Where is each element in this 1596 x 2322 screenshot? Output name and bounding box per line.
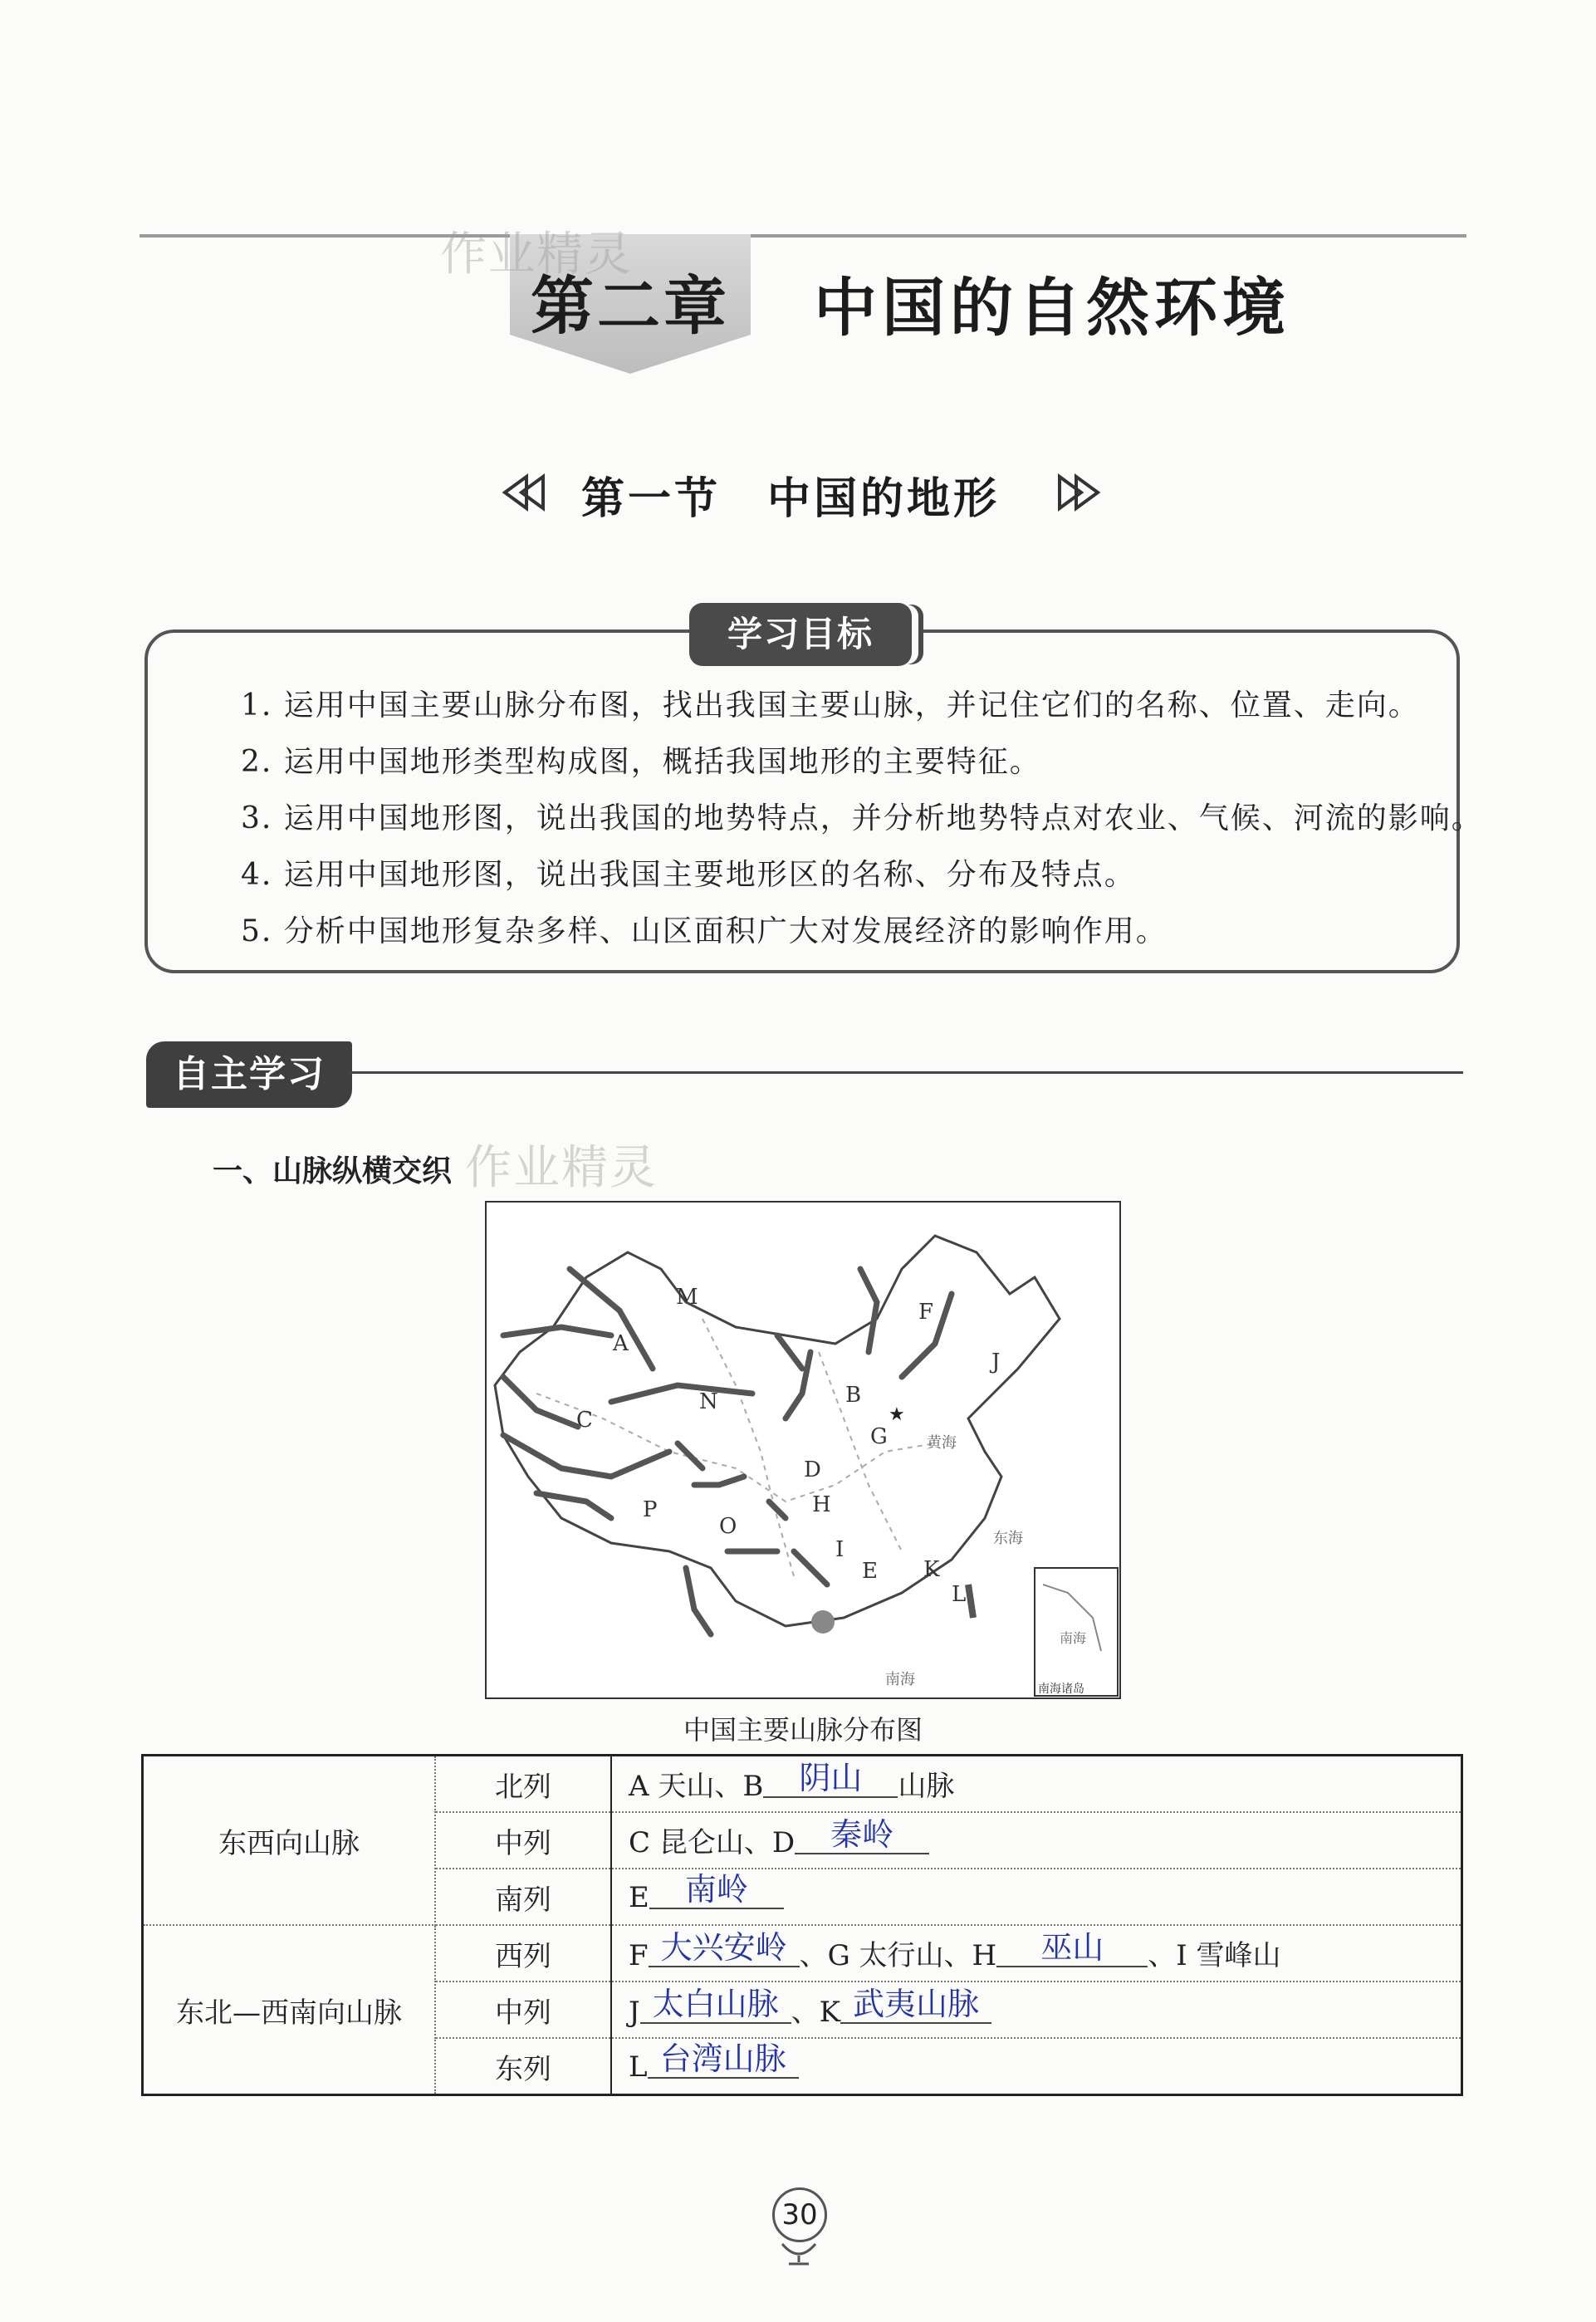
range-c1 — [503, 1377, 578, 1427]
answer-field[interactable]: 太白山脉 — [640, 1986, 791, 2024]
range-k — [794, 1551, 827, 1585]
map-caption: 中国主要山脉分布图 — [683, 1714, 923, 1746]
map-label: M — [676, 1285, 698, 1310]
row-text: L — [629, 2050, 648, 2084]
map-label: E — [862, 1559, 878, 1584]
map-label: G — [870, 1424, 888, 1449]
map-label: C — [576, 1408, 593, 1433]
map-label: B — [845, 1383, 862, 1408]
row-content — [611, 1812, 1462, 1869]
row-label: 中列 — [435, 1982, 611, 2038]
objective-item: 5. 分析中国地形复杂多样、山区面积广大对发展经济的影响作用。 — [241, 914, 1168, 948]
map-label: D — [804, 1457, 821, 1482]
row-text: 山脉 — [898, 1770, 955, 1803]
row-label: 南列 — [435, 1869, 611, 1925]
row-text: A 天山、B — [629, 1770, 764, 1803]
answer-field[interactable]: 大兴安岭 — [649, 1929, 800, 1967]
chapter-title: 中国的自然环境 — [814, 271, 1290, 345]
row-text: J — [629, 1996, 640, 2029]
row-text: C 昆仑山、D — [629, 1826, 796, 1859]
row-text: 、K — [791, 1996, 841, 2029]
map-label: H — [812, 1492, 831, 1517]
study-rule — [349, 1071, 1463, 1074]
objectives-list — [241, 678, 1483, 960]
answer-field[interactable]: 巫山 — [996, 1929, 1148, 1967]
left-arrow-icon — [502, 470, 546, 515]
watermark: 作业精灵 — [465, 1141, 658, 1195]
taiwan-range — [968, 1585, 973, 1618]
table-row — [143, 1756, 1462, 1813]
map-label: A — [613, 1331, 629, 1356]
mountain-map — [485, 1201, 1121, 1699]
row-label: 北列 — [435, 1756, 611, 1813]
china-map-figure — [487, 1203, 1119, 1697]
objective-item: 4. 运用中国地形图，说出我国主要地形区的名称、分布及特点。 — [241, 858, 1136, 892]
row-content — [611, 1925, 1462, 1982]
row-label: 东列 — [435, 2038, 611, 2095]
objective-item: 1. 运用中国主要山脉分布图，找出我国主要山脉，并记住它们的名称、位置、走向。 — [241, 688, 1420, 723]
row-text: E — [629, 1881, 649, 1914]
row-content — [611, 1869, 1462, 1925]
range-o — [678, 1443, 703, 1468]
study-heading: 自主学习 — [146, 1041, 352, 1108]
answer-field[interactable]: 武夷山脉 — [840, 1986, 991, 2024]
mountain-table — [141, 1754, 1463, 2096]
table-row — [143, 1925, 1462, 1982]
capital-star-icon: ★ — [889, 1404, 905, 1425]
map-label: P — [643, 1497, 658, 1522]
range-f — [860, 1269, 877, 1352]
map-label: J — [991, 1350, 1001, 1374]
objective-item: 2. 运用中国地形类型构成图，概括我国地形的主要特征。 — [241, 745, 1041, 779]
chapter-rule — [140, 234, 1466, 238]
objectives-heading: 学习目标 — [689, 603, 912, 666]
group-label: 东北—西南向山脉 — [143, 1925, 436, 2095]
row-content — [611, 1982, 1462, 2038]
answer-field[interactable]: 秦岭 — [795, 1816, 929, 1854]
right-arrow-icon — [1056, 470, 1101, 515]
group-label: 东西向山脉 — [143, 1756, 436, 1926]
row-text: 、G 太行山、H — [799, 1939, 997, 1972]
row-label: 西列 — [435, 1925, 611, 1982]
sea-label: 南海 — [885, 1671, 915, 1688]
row-label: 中列 — [435, 1812, 611, 1869]
page-number: 30 — [772, 2187, 827, 2242]
range-n — [611, 1385, 752, 1402]
hainan-island — [811, 1610, 835, 1634]
range-d — [694, 1477, 744, 1485]
sea-label: 黄海 — [927, 1434, 957, 1452]
chapter-label: 第二章 — [531, 269, 730, 343]
answer-field[interactable]: 南岭 — [649, 1871, 784, 1909]
sea-label: 东海 — [993, 1530, 1023, 1547]
map-label: N — [699, 1389, 718, 1414]
row-content — [611, 1756, 1462, 1813]
map-label: L — [952, 1582, 967, 1607]
globe-stand-icon — [776, 2242, 822, 2267]
map-label: I — [835, 1537, 845, 1562]
province-border — [703, 1319, 794, 1576]
sea-label: 南海诸岛 — [1038, 1683, 1084, 1696]
row-text: 、I 雪峰山 — [1148, 1939, 1281, 1972]
section-title: 第一节 中国的地形 — [581, 474, 1001, 524]
answer-field[interactable]: 阴山 — [763, 1760, 898, 1798]
row-content — [611, 2038, 1462, 2095]
range-hengduan — [686, 1568, 711, 1634]
answer-field[interactable]: 台湾山脉 — [648, 2040, 799, 2079]
objective-item: 3. 运用中国地形图，说出我国的地势特点，并分析地势特点对农业、气候、河流的影响。 — [241, 801, 1483, 835]
range-c2 — [503, 1435, 669, 1477]
range-a — [503, 1327, 611, 1335]
map-label: K — [923, 1557, 940, 1582]
map-label: O — [719, 1514, 737, 1539]
range-b — [777, 1335, 802, 1369]
watermark: 作业精灵 — [440, 228, 633, 282]
row-text: F — [629, 1939, 649, 1972]
subheading: 一、山脉纵横交织 — [213, 1154, 453, 1188]
sea-label: 南海 — [1060, 1630, 1087, 1646]
map-label: F — [918, 1300, 934, 1325]
range-p — [536, 1493, 611, 1518]
